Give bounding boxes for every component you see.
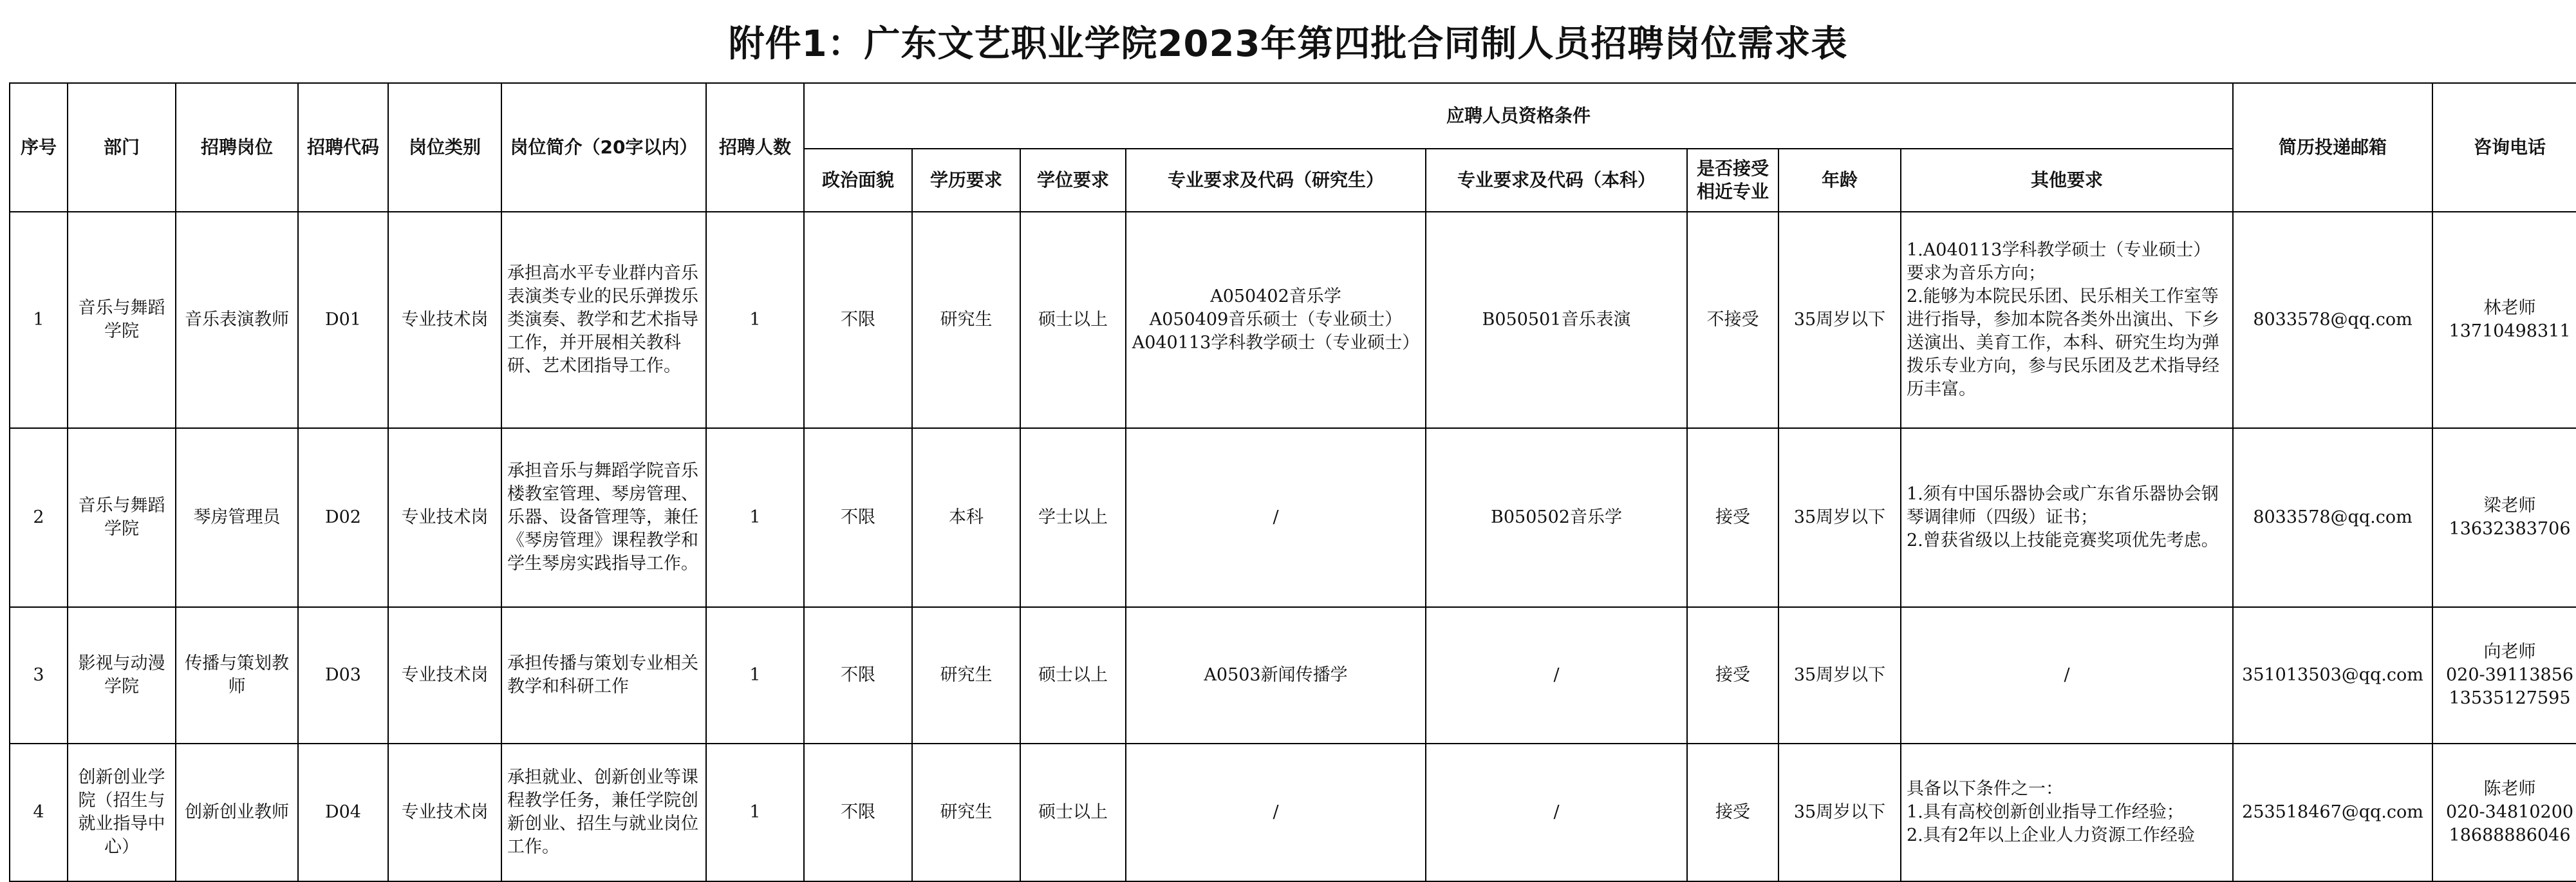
cell-position: 传播与策划教师 [176, 607, 298, 744]
header-accept-related: 是否接受相近专业 [1687, 149, 1778, 212]
cell-email: 8033578@qq.com [2233, 212, 2432, 428]
header-seq: 序号 [10, 83, 68, 212]
cell-accept-related: 接受 [1687, 744, 1778, 881]
cell-phone: 林老师 13710498311 [2432, 212, 2576, 428]
cell-category: 专业技术岗 [388, 428, 501, 607]
header-qualifications: 应聘人员资格条件 [804, 83, 2233, 149]
header-degree: 学位要求 [1020, 149, 1126, 212]
cell-education: 研究生 [912, 744, 1020, 881]
cell-degree: 硕士以上 [1020, 212, 1126, 428]
cell-seq: 2 [10, 428, 68, 607]
cell-degree: 硕士以上 [1020, 607, 1126, 744]
cell-political: 不限 [804, 428, 912, 607]
cell-seq: 1 [10, 212, 68, 428]
cell-age: 35周岁以下 [1778, 607, 1901, 744]
cell-dept: 创新创业学院（招生与就业指导中心） [68, 744, 176, 881]
header-intro: 岗位简介（20字以内） [501, 83, 706, 212]
header-major-ug: 专业要求及代码（本科） [1426, 149, 1687, 212]
cell-category: 专业技术岗 [388, 607, 501, 744]
header-education: 学历要求 [912, 149, 1020, 212]
cell-major-ug: B050502音乐学 [1426, 428, 1687, 607]
cell-major-grad: A050402音乐学 A050409音乐硕士（专业硕士） A040113学科教学硕士（专业硕士） [1126, 212, 1426, 428]
cell-email: 8033578@qq.com [2233, 428, 2432, 607]
cell-other: 具备以下条件之一： 1.具有高校创新创业指导工作经验； 2.具有2年以上企业人力资源工作经验 [1901, 744, 2233, 881]
cell-major-grad: / [1126, 744, 1426, 881]
cell-intro: 承担传播与策划专业相关教学和科研工作 [501, 607, 706, 744]
cell-phone: 陈老师 020-34810200 18688886046 [2432, 744, 2576, 881]
cell-position: 琴房管理员 [176, 428, 298, 607]
cell-accept-related: 接受 [1687, 607, 1778, 744]
cell-major-ug: B050501音乐表演 [1426, 212, 1687, 428]
cell-phone: 向老师 020-39113856 13535127595 [2432, 607, 2576, 744]
table-row [10, 607, 2576, 744]
cell-intro: 承担音乐与舞蹈学院音乐楼教室管理、琴房管理、乐器、设备管理等，兼任《琴房管理》课程教学和学生琴房实践指导工作。 [501, 428, 706, 607]
cell-major-grad: / [1126, 428, 1426, 607]
cell-age: 35周岁以下 [1778, 428, 1901, 607]
cell-political: 不限 [804, 212, 912, 428]
cell-other: / [1901, 607, 2233, 744]
cell-age: 35周岁以下 [1778, 212, 1901, 428]
cell-education: 本科 [912, 428, 1020, 607]
cell-other: 1.须有中国乐器协会或广东省乐器协会钢琴调律师（四级）证书； 2.曾获省级以上技能竞赛奖项优先考虑。 [1901, 428, 2233, 607]
cell-seq: 3 [10, 607, 68, 744]
cell-major-ug: / [1426, 744, 1687, 881]
cell-major-grad: A0503新闻传播学 [1126, 607, 1426, 744]
header-email: 简历投递邮箱 [2233, 83, 2432, 212]
header-age: 年龄 [1778, 149, 1901, 212]
table-row [10, 212, 2576, 428]
cell-degree: 学士以上 [1020, 428, 1126, 607]
cell-dept: 音乐与舞蹈学院 [68, 428, 176, 607]
cell-email: 253518467@qq.com [2233, 744, 2432, 881]
cell-accept-related: 接受 [1687, 428, 1778, 607]
recruitment-table [9, 82, 2576, 882]
cell-email: 351013503@qq.com [2233, 607, 2432, 744]
cell-dept: 影视与动漫学院 [68, 607, 176, 744]
cell-position: 音乐表演教师 [176, 212, 298, 428]
cell-intro: 承担高水平专业群内音乐表演类专业的民乐弹拨乐类演奏、教学和艺术指导工作，并开展相关教科研、艺术团指导工作。 [501, 212, 706, 428]
table-row [10, 744, 2576, 881]
cell-education: 研究生 [912, 607, 1020, 744]
header-category: 岗位类别 [388, 83, 501, 212]
cell-code: D04 [298, 744, 388, 881]
cell-code: D01 [298, 212, 388, 428]
cell-seq: 4 [10, 744, 68, 881]
cell-accept-related: 不接受 [1687, 212, 1778, 428]
header-other: 其他要求 [1901, 149, 2233, 212]
header-dept: 部门 [68, 83, 176, 212]
cell-major-ug: / [1426, 607, 1687, 744]
cell-count: 1 [706, 744, 804, 881]
header-position: 招聘岗位 [176, 83, 298, 212]
cell-code: D03 [298, 607, 388, 744]
cell-age: 35周岁以下 [1778, 744, 1901, 881]
cell-political: 不限 [804, 744, 912, 881]
header-count: 招聘人数 [706, 83, 804, 212]
header-major-grad: 专业要求及代码（研究生） [1126, 149, 1426, 212]
page-title: 附件1：广东文艺职业学院2023年第四批合同制人员招聘岗位需求表 [728, 23, 1848, 65]
cell-position: 创新创业教师 [176, 744, 298, 881]
table-row [10, 428, 2576, 607]
header-political: 政治面貌 [804, 149, 912, 212]
cell-count: 1 [706, 607, 804, 744]
cell-degree: 硕士以上 [1020, 744, 1126, 881]
cell-dept: 音乐与舞蹈学院 [68, 212, 176, 428]
cell-category: 专业技术岗 [388, 212, 501, 428]
header-phone: 咨询电话 [2432, 83, 2576, 212]
cell-count: 1 [706, 428, 804, 607]
cell-political: 不限 [804, 607, 912, 744]
cell-phone: 梁老师 13632383706 [2432, 428, 2576, 607]
header-code: 招聘代码 [298, 83, 388, 212]
cell-code: D02 [298, 428, 388, 607]
cell-intro: 承担就业、创新创业等课程教学任务，兼任学院创新创业、招生与就业岗位工作。 [501, 744, 706, 881]
cell-category: 专业技术岗 [388, 744, 501, 881]
cell-education: 研究生 [912, 212, 1020, 428]
cell-other: 1.A040113学科教学硕士（专业硕士）要求为音乐方向； 2.能够为本院民乐团、民乐相关工作室等进行指导，参加本院各类外出演出、下乡送演出、美育工作，本科、研究生均为弹拨乐专业方向，参与民乐团及艺术指导经历丰富。 [1901, 212, 2233, 428]
cell-count: 1 [706, 212, 804, 428]
